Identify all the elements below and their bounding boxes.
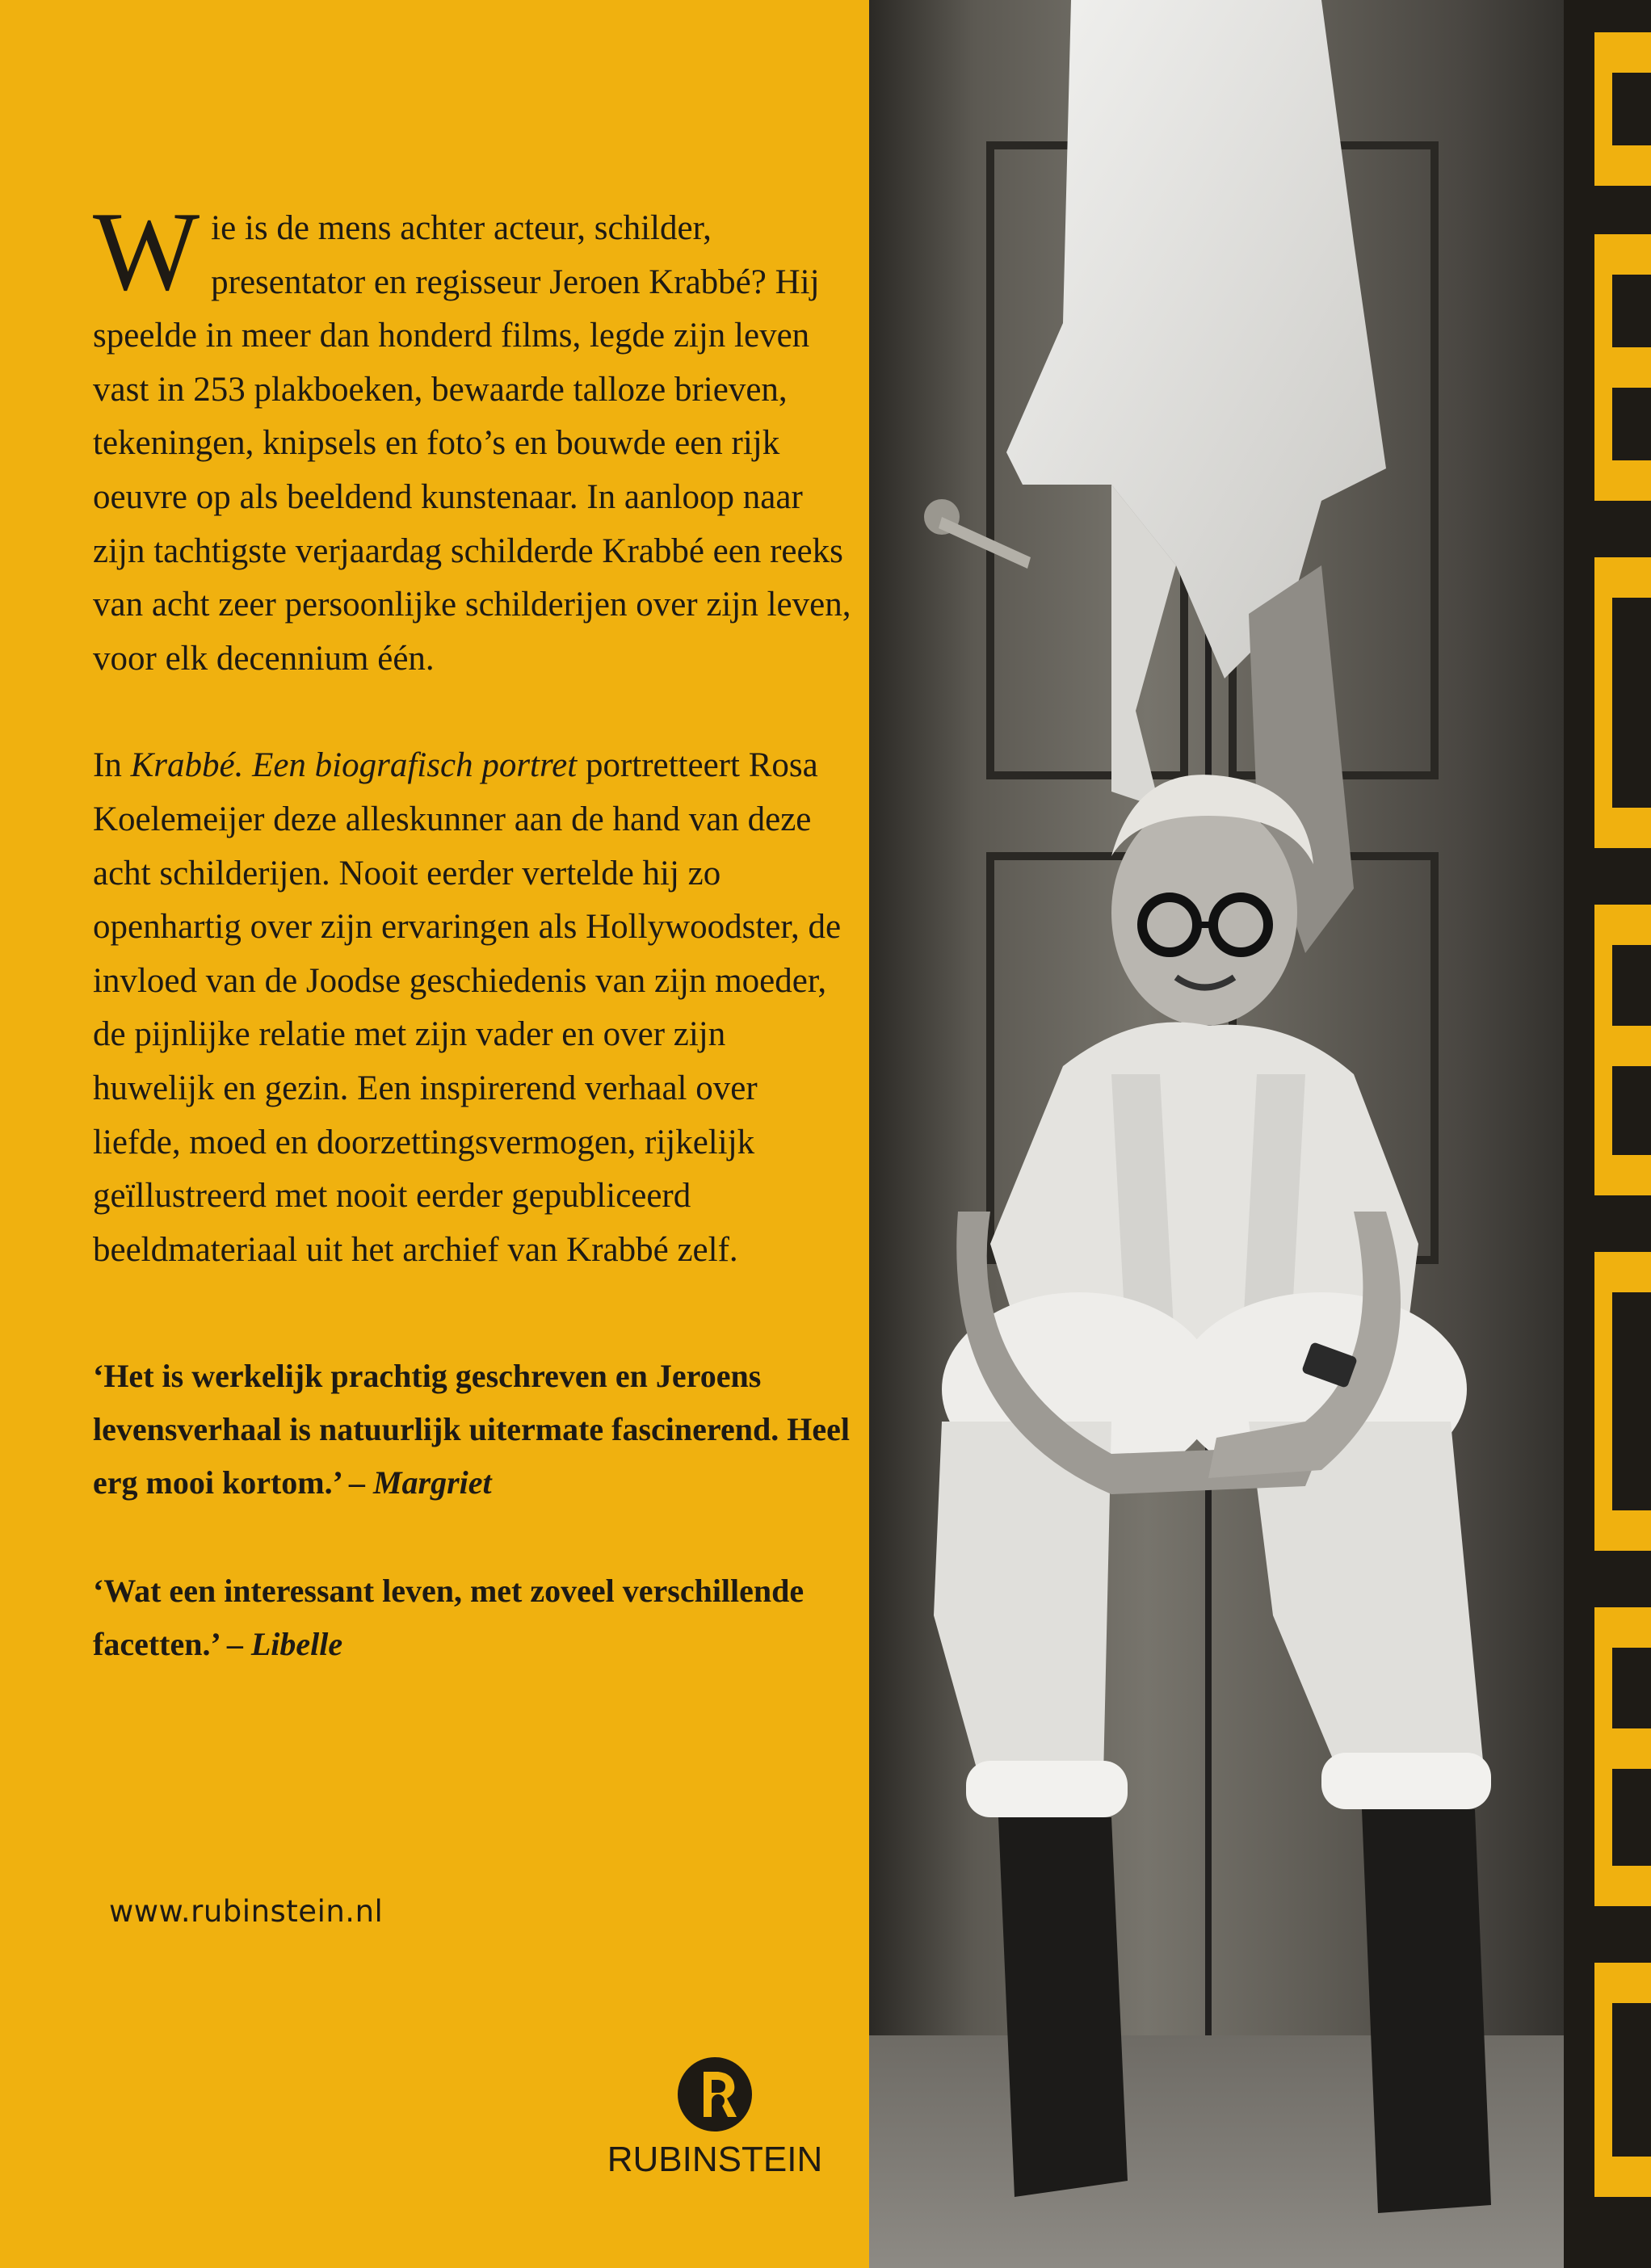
quote-text: ‘Wat een interessant leven, met zoveel verschillende facetten.’ –: [93, 1573, 804, 1663]
second-paragraph: [93, 739, 852, 1277]
rubinstein-logo-icon: [676, 2056, 754, 2133]
blurb-column: [93, 189, 852, 1671]
drop-cap: W: [93, 189, 200, 314]
publisher-logo: [594, 2056, 836, 2180]
quote-source: Margriet: [372, 1464, 492, 1502]
review-quote: [93, 1564, 852, 1671]
spine-title-strip: [1564, 0, 1651, 2268]
quote-text: ‘Het is werkelijk prachtig geschreven en Jeroens levensverhaal is natuurlijk uitermate fascinerend. Heel erg mooi kortom.’ –: [93, 1358, 850, 1502]
intro-text: ie is de mens achter acteur, schilder, presentator en regisseur Jeroen Krabbé? Hij speelde in meer dan honderd films, legde zijn leven vast in 253 plakboeken, bewaarde talloze brieven, tekeningen, knipsels en foto’s en bouwde een rijk oeuvre op als beeldend kunstenaar. In aanloop naar zijn tachtigste verjaardag schilderde Krabbé een reeks van acht zeer persoonlijke schilderijen over zijn leven, voor elk decennium één.: [93, 209, 851, 678]
book-title: Krabbé. Een biografisch portret: [130, 746, 578, 785]
quote-source: Libelle: [250, 1626, 343, 1663]
author-photo: [869, 0, 1564, 2268]
website-link[interactable]: www.rubinstein.nl: [109, 1894, 384, 1929]
intro-paragraph: [93, 189, 852, 686]
publisher-name: RUBINSTEIN: [607, 2140, 823, 2179]
second-lead: In: [93, 746, 131, 785]
second-text: portretteert Rosa Koelemeijer deze alleskunner aan de hand van deze acht schilderijen. Nooit eerder vertelde hij zo openhartig over zijn ervaringen als Hollywoodster, de invloed van de Joodse geschiedenis van zijn moeder, de pijnlijke relatie met zijn vader en over zijn huwelijk en gezin. Een inspirerend verhaal over liefde, moed en doorzettingsvermogen, rijkelijk geïllustreerd met nooit eerder gepubliceerd beeldmateriaal uit het archief van Krabbé zelf.: [93, 746, 842, 1269]
review-quote: [93, 1350, 852, 1510]
